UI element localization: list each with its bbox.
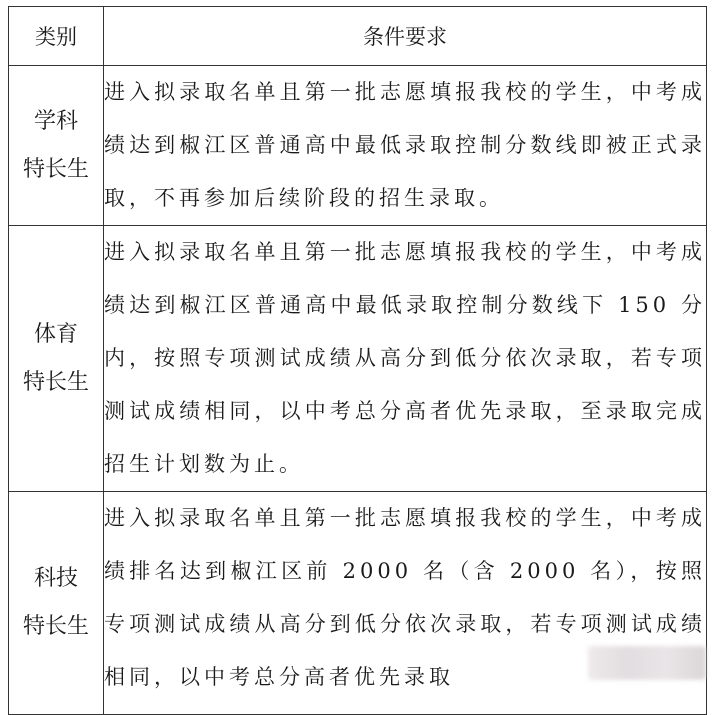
requirement-text: 进入拟录取名单且第一批志愿填报我校的学生，中考成绩达到椒江区普通高中最低录取控制分数线即被正式录取，不再参加后续阶段的招生录取。 — [104, 80, 706, 210]
requirement-text: 进入拟录取名单且第一批志愿填报我校的学生，中考成绩排名达到椒江区前 2000 名（含 2000 名），按照专项测试成绩从高分到低分依次录取，若专项测试成绩相同，以中考总分高者优先录取 — [104, 506, 706, 689]
header-requirement: 条件要求 — [104, 7, 707, 66]
admission-rules-table — [8, 6, 707, 715]
category-label-line1: 学科 — [33, 108, 78, 134]
category-label-line2: 特长生 — [22, 369, 89, 395]
table-row — [9, 492, 707, 715]
requirement-text: 进入拟录取名单且第一批志愿填报我校的学生，中考成绩达到椒江区普通高中最低录取控制分数线下 150 分内，按照专项测试成绩从高分到低分依次录取，若专项测试成绩相同，以中考总分高者优先录取，至录取完成招生计划数为止。 — [104, 240, 706, 476]
category-cell — [9, 226, 104, 492]
category-label-line2: 特长生 — [22, 614, 89, 639]
category-label-line1: 科技 — [33, 566, 78, 591]
requirement-cell — [104, 492, 707, 715]
category-label-line1: 体育 — [33, 321, 78, 347]
category-cell — [9, 492, 104, 715]
requirement-cell — [104, 66, 707, 226]
blurred-watermark — [588, 646, 706, 680]
category-cell — [9, 66, 104, 226]
table-row — [9, 66, 707, 226]
table-header-row — [9, 7, 707, 66]
header-category: 类别 — [9, 7, 104, 66]
table-row — [9, 226, 707, 492]
requirement-cell — [104, 226, 707, 492]
category-label-line2: 特长生 — [22, 156, 89, 182]
